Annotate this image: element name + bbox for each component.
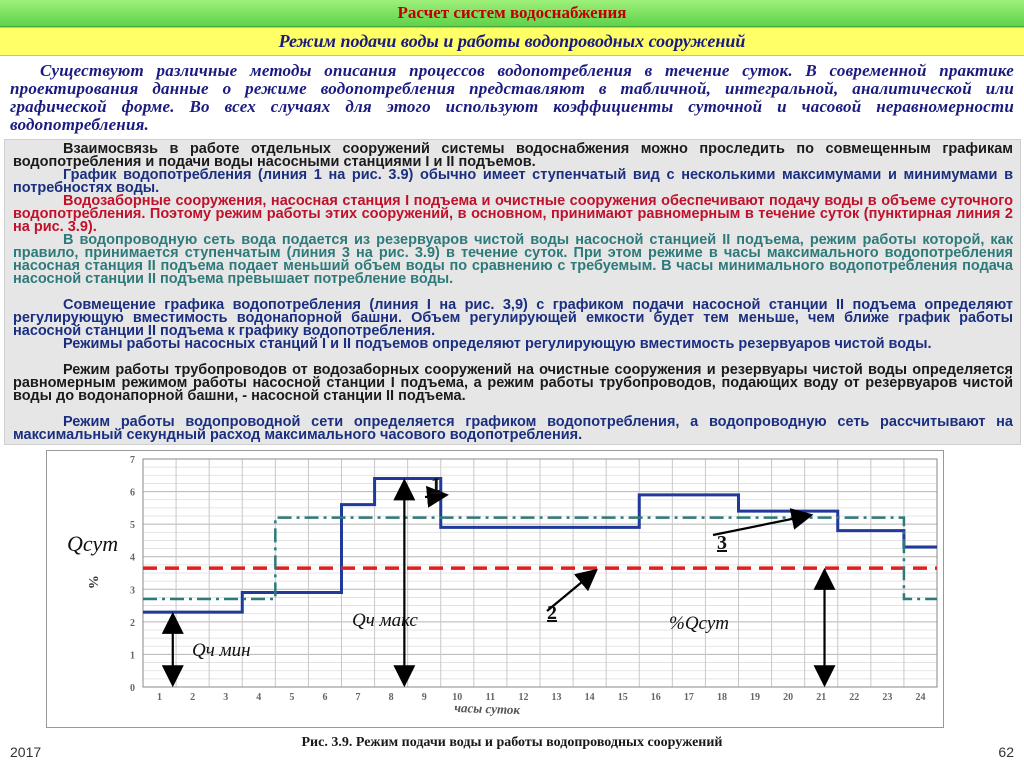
y-axis-label-q: Qсут — [67, 531, 119, 556]
annotation-label-1: 1 — [431, 474, 441, 496]
x-tick-label: 18 — [716, 692, 727, 703]
x-tick-label: 20 — [783, 692, 794, 703]
x-tick-label: 22 — [849, 692, 860, 703]
paragraph-2: График водопотребления (линия 1 на рис. 3.9) обычно имеет ступенчатый вид с несколькими максимумами и минимумами в потребностях воды. — [13, 167, 1013, 196]
section-title: Режим подачи воды и работы водопроводных сооружений — [278, 31, 746, 51]
annotation-label-3: 3 — [717, 532, 727, 554]
page-title: Расчет систем водоснабжения — [397, 3, 627, 22]
x-tick-label: 8 — [388, 692, 394, 703]
y-axis-label-unit: % — [85, 575, 100, 589]
x-tick-label: 19 — [750, 692, 761, 703]
x-tick-label: 14 — [584, 692, 595, 703]
subtitle-bar — [0, 27, 1024, 56]
paragraph-8: Режим работы водопроводной сети определяется графиком водопотребления, а водопроводную сеть рассчитывают на максимальный секундный расход максимального часового водопотребления. — [13, 414, 1013, 443]
y-tick-label: 5 — [130, 520, 135, 532]
y-tick-label: 1 — [130, 650, 135, 662]
x-tick-label: 9 — [421, 692, 427, 703]
y-tick-label: 4 — [130, 552, 135, 564]
chart-frame — [46, 450, 944, 728]
x-tick-label: 16 — [650, 692, 661, 703]
water-regime-chart — [47, 451, 943, 727]
x-tick-label: 3 — [223, 692, 229, 703]
chart-annotations — [173, 474, 825, 685]
x-tick-label: 1 — [157, 692, 163, 703]
annotation-q-sut: %Qсут — [669, 613, 730, 634]
figure-caption: Рис. 3.9. Режим подачи воды и работы водопроводных сооружений — [301, 735, 723, 750]
x-tick-label: 21 — [816, 692, 827, 703]
text-box — [4, 139, 1021, 445]
footer-year: 2017 — [10, 744, 42, 760]
annotation-q-min: Qч мин — [192, 640, 251, 661]
x-tick-label: 13 — [551, 692, 562, 703]
x-axis-label: часы суток — [453, 699, 521, 718]
annotation-q-max: Qч макс — [352, 610, 418, 631]
paragraph-3: Водозаборные сооружения, насосная станция I подъема и очистные сооружения обеспечивают подачу воды в объеме суточного водопотребления. Поэтому режим работы этих сооружений, в основном, принимают равномерным в течение суток (пунктирная линия 2 на рис. 3.9). — [13, 193, 1013, 235]
y-tick-label: 3 — [130, 585, 135, 597]
intro-text: Существуют различные методы описания процессов водопотребления в течение суток. В современной практике проектирования данные о режиме водопотребления представляют в табличной, интегральной, аналитической или графической форме. Во всех случаях для этого используют коэффициенты суточной и часовой неравномерности водопотребления. — [10, 61, 1014, 134]
y-tick-label: 2 — [130, 617, 135, 629]
y-tick-labels — [130, 455, 135, 694]
x-tick-label: 5 — [289, 692, 295, 703]
x-tick-label: 12 — [518, 692, 529, 703]
chart-grid — [143, 459, 937, 687]
x-tick-label: 2 — [190, 692, 196, 703]
paragraph-1: Взаимосвязь в работе отдельных сооружений системы водоснабжения можно проследить по совмещенным графикам водопотребления и подачи воды насосными станциями I и II подъемов. — [13, 141, 1013, 170]
y-tick-label: 7 — [130, 455, 135, 466]
x-tick-label: 7 — [355, 692, 361, 703]
x-tick-label: 24 — [915, 692, 926, 703]
x-tick-label: 11 — [485, 692, 496, 703]
x-tick-labels — [157, 692, 925, 703]
paragraph-4: В водопроводную сеть вода подается из резервуаров чистой воды насосной станцией II подъема, режим работы которой, как правило, принимается ступенчатым (линия 3 на рис. 3.9) в течение суток. При этом режиме в часы максимального водопотребления насосная станция II подъема подает меньший объем воды по сравнению с требуемым. В часы минимального водопотребления подача насосной станции II подъема превышает потребление воды. — [13, 232, 1013, 287]
annotation-label-2: 2 — [547, 602, 557, 624]
paragraph-5: Совмещение графика водопотребления (линия I на рис. 3,9) с графиком подачи насосной станции II подъема определяют регулирующую вместимость водонапорной башни. Объем регулирующей емкости будет тем меньше, чем ближе график работы насосной станции II подъема к графику водопотребления. — [13, 297, 1013, 339]
title-bar — [0, 0, 1024, 27]
y-tick-label: 0 — [130, 683, 135, 694]
x-tick-label: 6 — [322, 692, 328, 703]
x-tick-label: 17 — [683, 692, 694, 703]
x-tick-label: 10 — [452, 692, 463, 703]
x-tick-label: 15 — [617, 692, 628, 703]
paragraph-7: Режим работы трубопроводов от водозаборных сооружений на очистные сооружения и резервуары чистой воды определяется равномерным режимом работы насосной станции I подъема, а режим работы трубопроводов, подающих воду от резервуаров чистой воды до водонапорной башни, - насосной станции II подъема. — [13, 362, 1013, 404]
x-tick-label: 23 — [882, 692, 893, 703]
x-tick-label: 4 — [256, 692, 262, 703]
y-tick-label: 6 — [130, 487, 135, 499]
page-number: 62 — [998, 744, 1014, 760]
paragraph-6: Режимы работы насосных станций I и II подъемов определяют регулирующую вместимость резервуаров чистой воды. — [63, 336, 932, 352]
